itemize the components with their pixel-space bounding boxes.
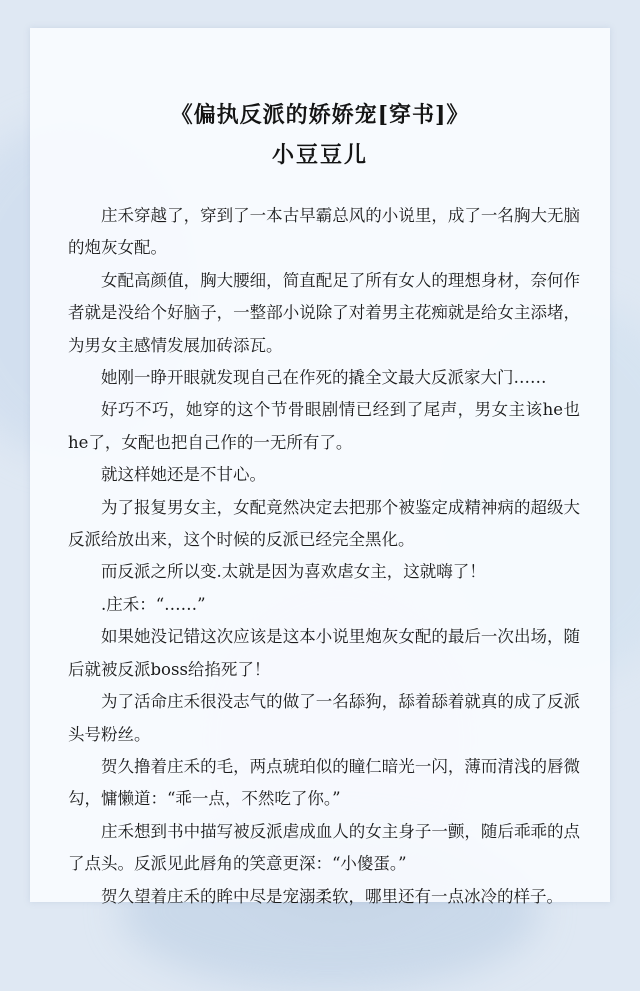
paragraph: 好巧不巧，她穿的这个节骨眼剧情已经到了尾声，男女主该he也he了，女配也把自己作的一无所有了。 <box>68 400 580 452</box>
paragraph: .庄禾：“……” <box>101 594 206 614</box>
paragraph: 庄禾想到书中描写被反派虐成血人的女主身子一颤，随后乖乖的点了点头。反派见此唇角的笑意更深：“小傻蛋。” <box>68 821 580 874</box>
paragraph: 庄禾穿越了，穿到了一本古早霸总风的小说里，成了一名胸大无脑的炮灰女配。 <box>68 206 580 258</box>
author-name: 小豆豆儿 <box>271 142 368 168</box>
paragraph: 就这样她还是不甘心。 <box>101 465 266 485</box>
paragraph: 贺久望着庄禾的眸中尽是宠溺柔软，哪里还有一点冰冷的样子。 <box>101 886 563 906</box>
paragraph: 女配高颜值，胸大腰细，简直配足了所有女人的理想身材，奈何作者就是没给个好脑子，一整部小说除了对着男主花痴就是给女主添堵，为男女主感情发展加砖添瓦。 <box>68 270 580 355</box>
paragraph: 如果她没记错这次应该是这本小说里炮灰女配的最后一次出场，随后就被反派boss给掐死了！ <box>68 627 580 679</box>
paragraph: 为了活命庄禾很没志气的做了一名舔狗，舔着舔着就真的成了反派头号粉丝。 <box>68 692 580 744</box>
paragraph: 而反派之所以变.太就是因为喜欢虐女主，这就嗨了！ <box>101 562 486 582</box>
paragraph: 她刚一睁开眼就发现自己在作死的撬全文最大反派家大门…… <box>101 368 547 388</box>
body-text <box>68 200 580 913</box>
text-page <box>30 28 610 906</box>
paragraph: 贺久撸着庄禾的毛，两点琥珀似的瞳仁暗光一闪，薄而清浅的唇微勾，慵懒道：“乖一点，不然吃了你。” <box>68 756 580 809</box>
paragraph: 为了报复男女主，女配竟然决定去把那个被鉴定成精神病的超级大反派给放出来，这个时候的反派已经完全黑化。 <box>68 497 580 550</box>
book-title: 《偏执反派的娇娇宠[穿书]》 <box>170 102 470 128</box>
